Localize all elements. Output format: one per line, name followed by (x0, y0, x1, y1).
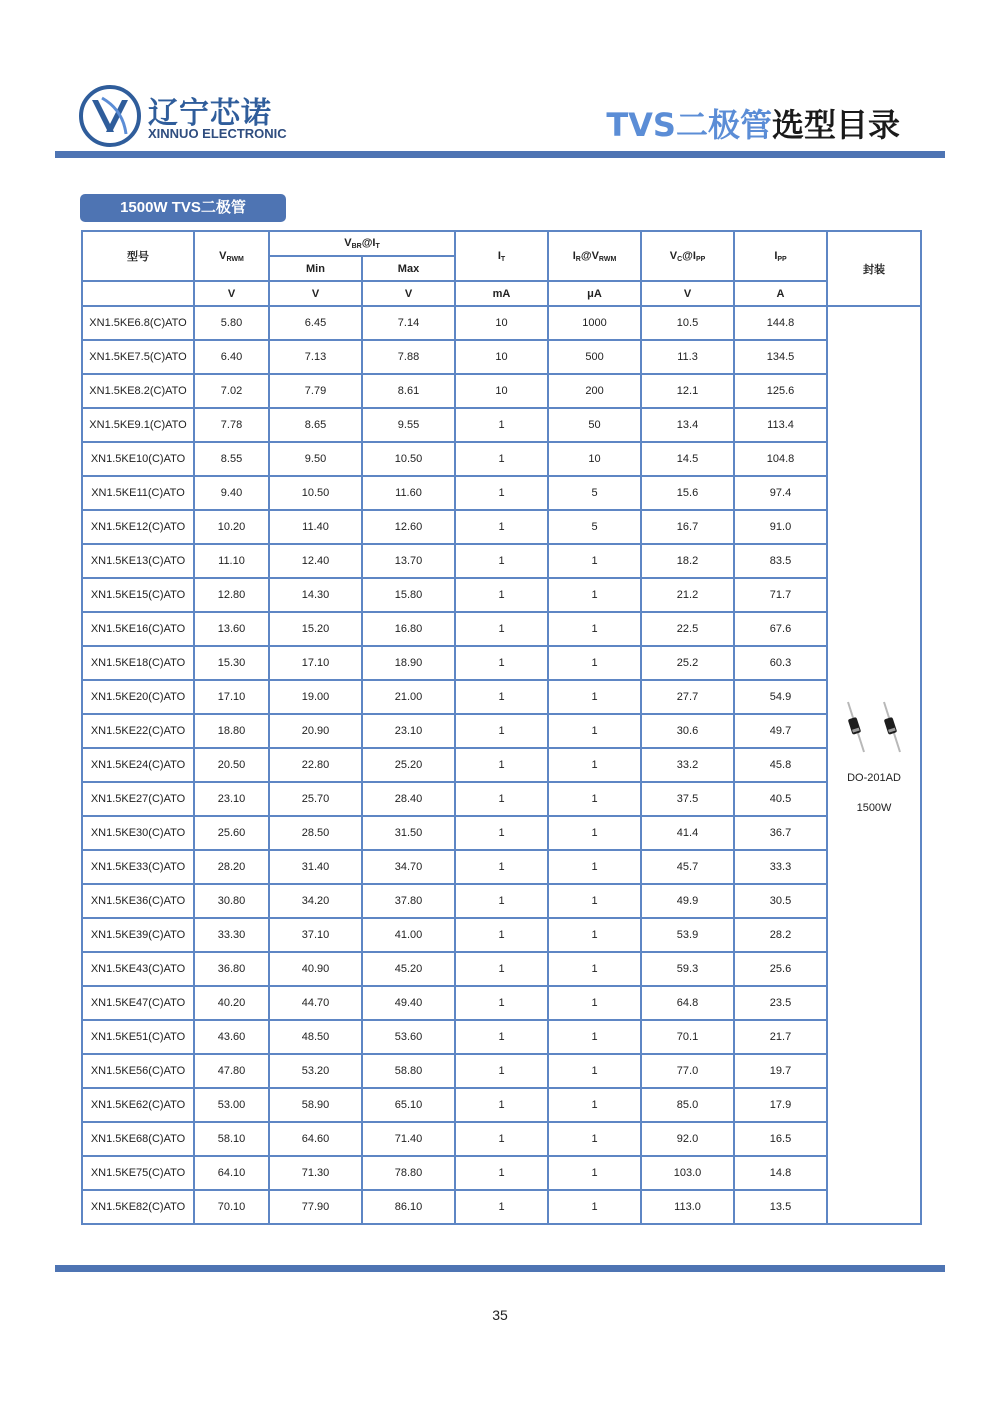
cell-vbr-max: 15.80 (362, 578, 455, 612)
cell-model: XN1.5KE9.1(C)ATO (82, 408, 194, 442)
cell-vbr-min: 71.30 (269, 1156, 362, 1190)
cell-vbr-min: 48.50 (269, 1020, 362, 1054)
cell-ir: 1 (548, 748, 641, 782)
cell-vc: 30.6 (641, 714, 734, 748)
cell-ipp: 97.4 (734, 476, 827, 510)
cell-vc: 21.2 (641, 578, 734, 612)
col-header-package: 封装 (827, 231, 921, 306)
table-row (82, 646, 921, 680)
table-row (82, 578, 921, 612)
cell-model: XN1.5KE8.2(C)ATO (82, 374, 194, 408)
cell-ipp: 13.5 (734, 1190, 827, 1224)
cell-ipp: 144.8 (734, 306, 827, 340)
cell-vbr-min: 14.30 (269, 578, 362, 612)
cell-ir: 1 (548, 850, 641, 884)
cell-vc: 85.0 (641, 1088, 734, 1122)
cell-ir: 1 (548, 1054, 641, 1088)
cell-vrwm: 70.10 (194, 1190, 269, 1224)
cell-model: XN1.5KE20(C)ATO (82, 680, 194, 714)
cell-vc: 113.0 (641, 1190, 734, 1224)
cell-ipp: 54.9 (734, 680, 827, 714)
col-header-vbr (269, 231, 455, 256)
cell-ipp: 33.3 (734, 850, 827, 884)
cell-vbr-min: 10.50 (269, 476, 362, 510)
cell-vbr-min: 22.80 (269, 748, 362, 782)
vrwm-subscript: RWM (226, 255, 244, 263)
col-header-ir (548, 231, 641, 281)
spec-table-body (82, 306, 921, 1224)
cell-it: 1 (455, 1054, 548, 1088)
cell-vbr-max: 78.80 (362, 1156, 455, 1190)
cell-ipp: 16.5 (734, 1122, 827, 1156)
catalog-title-part2: 选型目录 (771, 106, 900, 144)
cell-ir: 500 (548, 340, 641, 374)
unit-vrwm: V (194, 281, 269, 306)
cell-vc: 77.0 (641, 1054, 734, 1088)
table-row (82, 952, 921, 986)
cell-model: XN1.5KE47(C)ATO (82, 986, 194, 1020)
cell-vbr-max: 65.10 (362, 1088, 455, 1122)
cell-vbr-max: 8.61 (362, 374, 455, 408)
cell-vbr-min: 17.10 (269, 646, 362, 680)
diode-package-icon (842, 698, 906, 758)
cell-it: 1 (455, 782, 548, 816)
cell-vc: 59.3 (641, 952, 734, 986)
table-row (82, 340, 921, 374)
cell-ipp: 36.7 (734, 816, 827, 850)
cell-it: 1 (455, 986, 548, 1020)
it-label: I (497, 249, 501, 262)
cell-model: XN1.5KE16(C)ATO (82, 612, 194, 646)
cell-vbr-max: 9.55 (362, 408, 455, 442)
logo-english-name: XINNUO ELECTRONIC (148, 126, 287, 141)
cell-vbr-min: 34.20 (269, 884, 362, 918)
table-row (82, 408, 921, 442)
cell-vbr-min: 20.90 (269, 714, 362, 748)
cell-model: XN1.5KE36(C)ATO (82, 884, 194, 918)
cell-vbr-max: 86.10 (362, 1190, 455, 1224)
cell-model: XN1.5KE7.5(C)ATO (82, 340, 194, 374)
table-row (82, 918, 921, 952)
cell-vbr-max: 49.40 (362, 986, 455, 1020)
col-header-model: 型号 (82, 231, 194, 281)
cell-ir: 1 (548, 1088, 641, 1122)
cell-vc: 37.5 (641, 782, 734, 816)
cell-ipp: 125.6 (734, 374, 827, 408)
cell-vbr-max: 45.20 (362, 952, 455, 986)
cell-model: XN1.5KE30(C)ATO (82, 816, 194, 850)
cell-ipp: 25.6 (734, 952, 827, 986)
table-row (82, 986, 921, 1020)
cell-vrwm: 20.50 (194, 748, 269, 782)
table-row (82, 1054, 921, 1088)
table-row (82, 442, 921, 476)
cell-ir: 200 (548, 374, 641, 408)
xinnuo-logo-icon (78, 84, 142, 148)
cell-model: XN1.5KE18(C)ATO (82, 646, 194, 680)
cell-it: 1 (455, 1156, 548, 1190)
cell-it: 10 (455, 340, 548, 374)
cell-ipp: 67.6 (734, 612, 827, 646)
cell-vbr-max: 13.70 (362, 544, 455, 578)
cell-vrwm: 64.10 (194, 1156, 269, 1190)
cell-vrwm: 28.20 (194, 850, 269, 884)
cell-model: XN1.5KE6.8(C)ATO (82, 306, 194, 340)
cell-vc: 53.9 (641, 918, 734, 952)
cell-vc: 92.0 (641, 1122, 734, 1156)
cell-vrwm: 6.40 (194, 340, 269, 374)
cell-ipp: 19.7 (734, 1054, 827, 1088)
cell-vc: 64.8 (641, 986, 734, 1020)
cell-model: XN1.5KE10(C)ATO (82, 442, 194, 476)
cell-vbr-max: 71.40 (362, 1122, 455, 1156)
cell-vbr-min: 25.70 (269, 782, 362, 816)
cell-vbr-min: 37.10 (269, 918, 362, 952)
vbr-subscript: BR (351, 243, 362, 250)
cell-ir: 5 (548, 476, 641, 510)
table-row (82, 476, 921, 510)
table-row (82, 1088, 921, 1122)
ir-vrwm-subscript: RWM (598, 255, 617, 263)
cell-vrwm: 23.10 (194, 782, 269, 816)
cell-model: XN1.5KE56(C)ATO (82, 1054, 194, 1088)
cell-vbr-min: 11.40 (269, 510, 362, 544)
table-row (82, 1190, 921, 1224)
cell-vbr-min: 19.00 (269, 680, 362, 714)
cell-ir: 1 (548, 918, 641, 952)
table-row (82, 306, 921, 340)
cell-vbr-min: 58.90 (269, 1088, 362, 1122)
cell-vbr-max: 18.90 (362, 646, 455, 680)
cell-vrwm: 10.20 (194, 510, 269, 544)
cell-vbr-min: 77.90 (269, 1190, 362, 1224)
vbr-it-subscript: T (375, 243, 380, 250)
cell-vc: 33.2 (641, 748, 734, 782)
cell-ir: 1 (548, 884, 641, 918)
cell-model: XN1.5KE62(C)ATO (82, 1088, 194, 1122)
unit-ipp: A (734, 281, 827, 306)
cell-it: 10 (455, 374, 548, 408)
cell-ipp: 23.5 (734, 986, 827, 1020)
cell-vbr-min: 40.90 (269, 952, 362, 986)
cell-ipp: 14.8 (734, 1156, 827, 1190)
cell-vbr-min: 8.65 (269, 408, 362, 442)
cell-model: XN1.5KE39(C)ATO (82, 918, 194, 952)
cell-vrwm: 15.30 (194, 646, 269, 680)
cell-vc: 27.7 (641, 680, 734, 714)
cell-vbr-min: 6.45 (269, 306, 362, 340)
cell-ipp: 134.5 (734, 340, 827, 374)
cell-vc: 18.2 (641, 544, 734, 578)
cell-vc: 45.7 (641, 850, 734, 884)
cell-model: XN1.5KE82(C)ATO (82, 1190, 194, 1224)
cell-vbr-min: 64.60 (269, 1122, 362, 1156)
cell-vbr-max: 53.60 (362, 1020, 455, 1054)
company-logo (78, 84, 298, 148)
cell-vbr-min: 44.70 (269, 986, 362, 1020)
cell-ir: 1000 (548, 306, 641, 340)
cell-model: XN1.5KE12(C)ATO (82, 510, 194, 544)
cell-vbr-max: 58.80 (362, 1054, 455, 1088)
cell-ir: 1 (548, 612, 641, 646)
cell-vbr-min: 28.50 (269, 816, 362, 850)
unit-vbr-max: V (362, 281, 455, 306)
ir-label: I (572, 249, 576, 262)
catalog-title-part1: TVS二极管 (606, 106, 772, 144)
cell-ir: 1 (548, 680, 641, 714)
cell-model: XN1.5KE43(C)ATO (82, 952, 194, 986)
vrwm-label: V (219, 249, 227, 262)
col-header-it (455, 231, 548, 281)
package-name: DO-201AD (847, 772, 901, 784)
catalog-title (606, 100, 900, 146)
footer-divider (55, 1265, 945, 1272)
cell-ipp: 49.7 (734, 714, 827, 748)
vc-at-label: @I (682, 249, 696, 262)
cell-vbr-max: 31.50 (362, 816, 455, 850)
unit-vc: V (641, 281, 734, 306)
cell-vc: 41.4 (641, 816, 734, 850)
cell-it: 1 (455, 1122, 548, 1156)
cell-it: 1 (455, 476, 548, 510)
cell-ir: 1 (548, 578, 641, 612)
cell-ir: 10 (548, 442, 641, 476)
cell-vc: 11.3 (641, 340, 734, 374)
table-row (82, 1156, 921, 1190)
cell-vc: 25.2 (641, 646, 734, 680)
cell-it: 10 (455, 306, 548, 340)
cell-ipp: 40.5 (734, 782, 827, 816)
cell-vrwm: 5.80 (194, 306, 269, 340)
cell-ipp: 17.9 (734, 1088, 827, 1122)
cell-model: XN1.5KE24(C)ATO (82, 748, 194, 782)
cell-vc: 12.1 (641, 374, 734, 408)
cell-it: 1 (455, 680, 548, 714)
page-number: 35 (492, 1307, 508, 1323)
cell-vbr-min: 53.20 (269, 1054, 362, 1088)
cell-it: 1 (455, 1190, 548, 1224)
cell-ipp: 30.5 (734, 884, 827, 918)
cell-model: XN1.5KE13(C)ATO (82, 544, 194, 578)
vc-label: V (669, 249, 678, 262)
cell-ir: 1 (548, 986, 641, 1020)
unit-model-blank (82, 281, 194, 306)
cell-ir: 1 (548, 782, 641, 816)
cell-vrwm: 43.60 (194, 1020, 269, 1054)
cell-ipp: 71.7 (734, 578, 827, 612)
cell-vc: 16.7 (641, 510, 734, 544)
cell-vbr-max: 10.50 (362, 442, 455, 476)
cell-ir: 1 (548, 1122, 641, 1156)
cell-vrwm: 30.80 (194, 884, 269, 918)
cell-ipp: 91.0 (734, 510, 827, 544)
cell-it: 1 (455, 918, 548, 952)
cell-ipp: 113.4 (734, 408, 827, 442)
cell-ir: 1 (548, 1190, 641, 1224)
section-tab: 1500W TVS二极管 (80, 194, 286, 222)
cell-vrwm: 7.02 (194, 374, 269, 408)
cell-vrwm: 17.10 (194, 680, 269, 714)
cell-it: 1 (455, 510, 548, 544)
cell-model: XN1.5KE75(C)ATO (82, 1156, 194, 1190)
ipp-label: I (774, 249, 778, 262)
cell-vbr-max: 11.60 (362, 476, 455, 510)
header-divider (55, 151, 945, 158)
cell-vbr-min: 15.20 (269, 612, 362, 646)
col-header-vbr-min: Min (269, 256, 362, 281)
table-row (82, 1122, 921, 1156)
logo-chinese-name: 辽宁芯诺 (148, 96, 272, 131)
cell-it: 1 (455, 1088, 548, 1122)
cell-vbr-min: 12.40 (269, 544, 362, 578)
ir-subscript: R (575, 255, 581, 263)
table-row (82, 714, 921, 748)
spec-table (81, 230, 922, 1225)
cell-vc: 14.5 (641, 442, 734, 476)
cell-model: XN1.5KE22(C)ATO (82, 714, 194, 748)
cell-ipp: 60.3 (734, 646, 827, 680)
cell-vrwm: 25.60 (194, 816, 269, 850)
cell-it: 1 (455, 748, 548, 782)
cell-it: 1 (455, 442, 548, 476)
cell-it: 1 (455, 544, 548, 578)
cell-vc: 49.9 (641, 884, 734, 918)
cell-ir: 1 (548, 714, 641, 748)
cell-vbr-max: 16.80 (362, 612, 455, 646)
col-header-vc (641, 231, 734, 281)
unit-vbr-min: V (269, 281, 362, 306)
cell-ir: 1 (548, 816, 641, 850)
table-row (82, 544, 921, 578)
cell-vbr-max: 7.88 (362, 340, 455, 374)
cell-vbr-max: 12.60 (362, 510, 455, 544)
cell-model: XN1.5KE27(C)ATO (82, 782, 194, 816)
table-row (82, 680, 921, 714)
col-header-vbr-max: Max (362, 256, 455, 281)
cell-vc: 22.5 (641, 612, 734, 646)
cell-it: 1 (455, 408, 548, 442)
table-row (82, 816, 921, 850)
cell-ir: 5 (548, 510, 641, 544)
cell-vbr-min: 31.40 (269, 850, 362, 884)
col-header-vrwm (194, 231, 269, 281)
cell-ir: 1 (548, 544, 641, 578)
cell-it: 1 (455, 646, 548, 680)
cell-it: 1 (455, 884, 548, 918)
cell-vrwm: 47.80 (194, 1054, 269, 1088)
vbr-label: V (344, 237, 352, 249)
ipp-subscript: PP (777, 255, 787, 263)
cell-vrwm: 12.80 (194, 578, 269, 612)
cell-it: 1 (455, 1020, 548, 1054)
vbr-at-label: @I (361, 237, 376, 249)
cell-vbr-min: 7.79 (269, 374, 362, 408)
cell-vrwm: 8.55 (194, 442, 269, 476)
table-row (82, 1020, 921, 1054)
cell-vrwm: 11.10 (194, 544, 269, 578)
cell-vrwm: 13.60 (194, 612, 269, 646)
vc-ipp-subscript: PP (695, 255, 706, 263)
ir-at-label: @V (580, 249, 599, 262)
cell-vrwm: 7.78 (194, 408, 269, 442)
it-subscript: T (500, 255, 506, 263)
table-row (82, 884, 921, 918)
cell-model: XN1.5KE15(C)ATO (82, 578, 194, 612)
cell-ir: 1 (548, 1020, 641, 1054)
cell-vbr-max: 34.70 (362, 850, 455, 884)
cell-vc: 13.4 (641, 408, 734, 442)
cell-vbr-max: 41.00 (362, 918, 455, 952)
cell-vbr-max: 21.00 (362, 680, 455, 714)
table-row (82, 748, 921, 782)
cell-ipp: 83.5 (734, 544, 827, 578)
cell-vc: 103.0 (641, 1156, 734, 1190)
cell-vc: 15.6 (641, 476, 734, 510)
cell-ir: 50 (548, 408, 641, 442)
cell-vrwm: 53.00 (194, 1088, 269, 1122)
package-power: 1500W (856, 802, 892, 814)
cell-ir: 1 (548, 1156, 641, 1190)
cell-ir: 1 (548, 646, 641, 680)
cell-vrwm: 36.80 (194, 952, 269, 986)
cell-vrwm: 58.10 (194, 1122, 269, 1156)
cell-vrwm: 40.20 (194, 986, 269, 1020)
cell-vbr-min: 7.13 (269, 340, 362, 374)
cell-vrwm: 9.40 (194, 476, 269, 510)
cell-ipp: 104.8 (734, 442, 827, 476)
cell-vbr-max: 28.40 (362, 782, 455, 816)
cell-it: 1 (455, 850, 548, 884)
cell-vbr-min: 9.50 (269, 442, 362, 476)
cell-it: 1 (455, 578, 548, 612)
cell-vc: 10.5 (641, 306, 734, 340)
cell-vrwm: 18.80 (194, 714, 269, 748)
cell-vrwm: 33.30 (194, 918, 269, 952)
cell-ir: 1 (548, 952, 641, 986)
cell-vc: 70.1 (641, 1020, 734, 1054)
package-cell (827, 306, 921, 1224)
vc-subscript: C (677, 255, 683, 263)
table-row (82, 850, 921, 884)
cell-model: XN1.5KE51(C)ATO (82, 1020, 194, 1054)
cell-vbr-max: 23.10 (362, 714, 455, 748)
cell-vbr-max: 25.20 (362, 748, 455, 782)
cell-it: 1 (455, 816, 548, 850)
cell-it: 1 (455, 714, 548, 748)
table-row (82, 510, 921, 544)
unit-ir: μA (548, 281, 641, 306)
cell-it: 1 (455, 952, 548, 986)
cell-model: XN1.5KE11(C)ATO (82, 476, 194, 510)
cell-model: XN1.5KE33(C)ATO (82, 850, 194, 884)
table-row (82, 612, 921, 646)
cell-ipp: 28.2 (734, 918, 827, 952)
table-row (82, 374, 921, 408)
cell-it: 1 (455, 612, 548, 646)
cell-vbr-max: 7.14 (362, 306, 455, 340)
cell-vbr-max: 37.80 (362, 884, 455, 918)
table-row (82, 782, 921, 816)
cell-model: XN1.5KE68(C)ATO (82, 1122, 194, 1156)
cell-ipp: 45.8 (734, 748, 827, 782)
unit-it: mA (455, 281, 548, 306)
cell-ipp: 21.7 (734, 1020, 827, 1054)
col-header-ipp (734, 231, 827, 281)
